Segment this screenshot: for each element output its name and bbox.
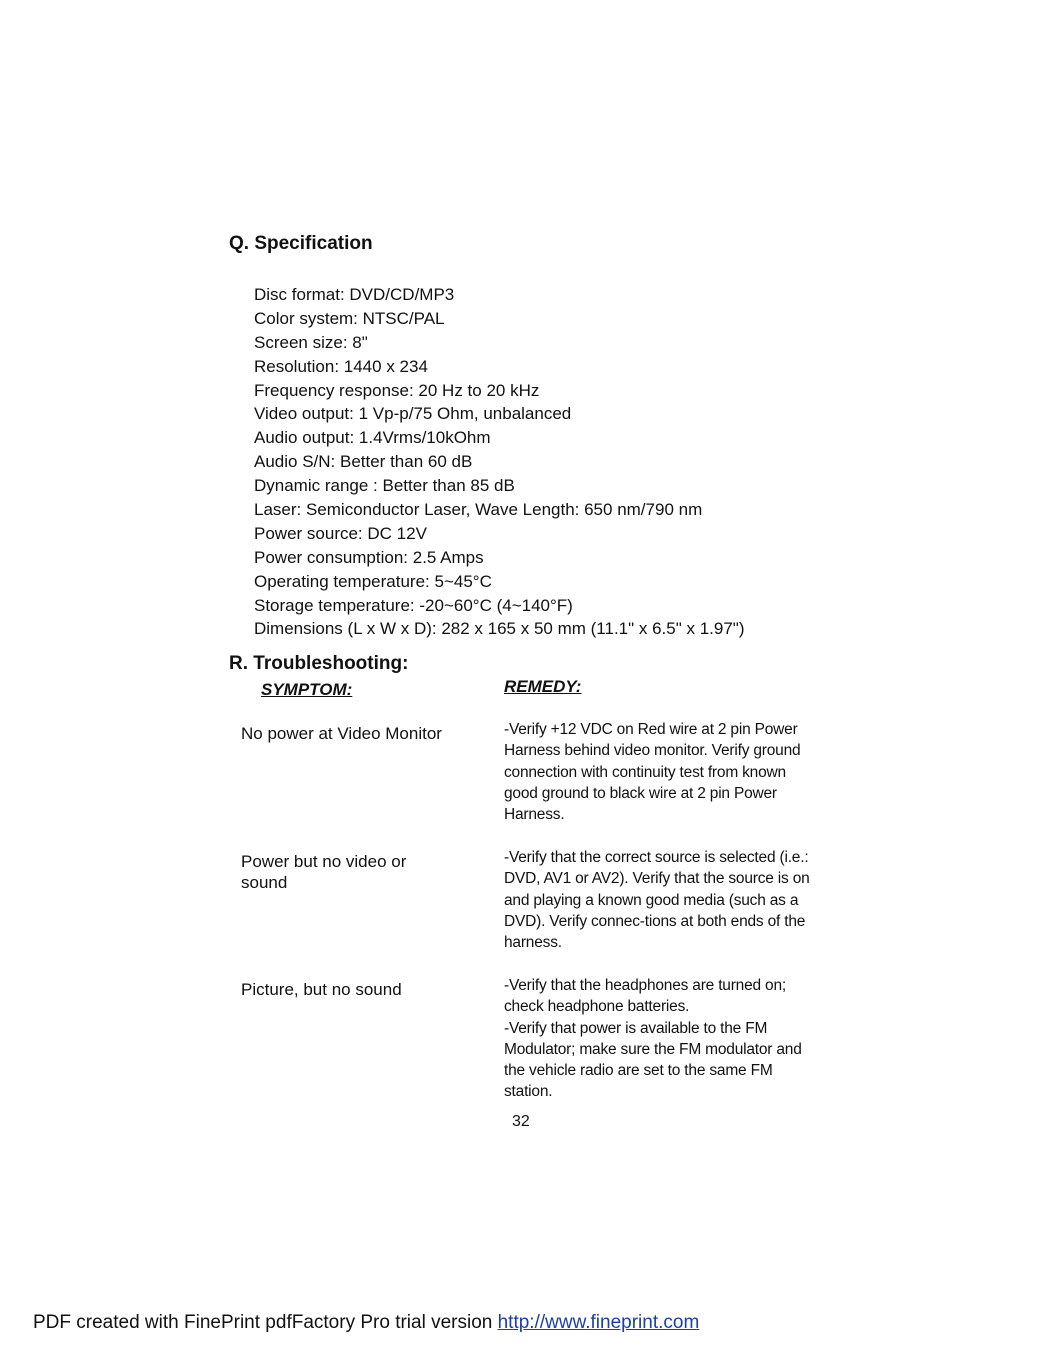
troubleshooting-heading: R. Troubleshooting: <box>229 653 409 674</box>
remedy-no-power: -Verify +12 VDC on Red wire at 2 pin Power Harness behind video monitor. Verify ground connection with continuity test from known good ground to black wire at 2 pin Power Harness. <box>504 721 801 824</box>
spec-item-audio-sn: Audio S/N: Better than 60 dB <box>254 452 473 472</box>
remedy-power-no-video: -Verify that the correct source is selected (i.e.: DVD, AV1 or AV2). Verify that the source is on and playing a known good media (such as a DVD). Verify connec-tions at both ends of the harness. <box>504 849 810 952</box>
spec-item-dynamic-range: Dynamic range : Better than 85 dB <box>254 476 515 496</box>
spec-item-operating-temperature: Operating temperature: 5~45°C <box>254 571 492 591</box>
spec-item-screen-size: Screen size: 8" <box>254 332 368 352</box>
spec-item-disc-format: Disc format: DVD/CD/MP3 <box>254 285 455 304</box>
pdf-footer <box>33 1312 699 1334</box>
remedy-fm-modulator: -Verify that power is available to the FM Modulator; make sure the FM modulator and the vehicle radio are set to the same FM station. <box>504 1019 802 1101</box>
page-number: 32 <box>512 1113 530 1130</box>
remedy-picture-no-sound <box>504 975 822 1103</box>
spec-item-video-output: Video output: 1 Vp-p/75 Ohm, unbalanced <box>254 404 572 424</box>
footer-text: PDF created with FinePrint pdfFactory Pro trial version <box>33 1312 498 1333</box>
remedy-column-header: REMEDY: <box>504 677 582 696</box>
spec-item-frequency-response: Frequency response: 20 Hz to 20 kHz <box>254 380 540 400</box>
spec-item-power-consumption: Power consumption: 2.5 Amps <box>254 547 484 567</box>
symptom-column-header: SYMPTOM: <box>261 680 353 699</box>
symptom-picture-no-sound: Picture, but no sound <box>241 980 402 999</box>
remedy-headphones: -Verify that the headphones are turned on; check headphone batteries. <box>504 977 786 1016</box>
spec-item-color-system: Color system: NTSC/PAL <box>254 308 445 328</box>
spec-item-power-source: Power source: DC 12V <box>254 523 427 543</box>
spec-item-audio-output: Audio output: 1.4Vrms/10kOhm <box>254 428 491 448</box>
spec-item-dimensions: Dimensions (L x W x D): 282 x 165 x 50 mm (11.1" x 6.5" x 1.97") <box>254 619 745 639</box>
symptom-power-no-video: Power but no video or sound <box>241 852 407 892</box>
spec-list <box>254 283 745 641</box>
spec-item-laser: Laser: Semiconductor Laser, Wave Length: 650 nm/790 nm <box>254 500 703 520</box>
spec-heading: Q. Specification <box>229 233 373 254</box>
symptom-no-power: No power at Video Monitor <box>241 724 442 743</box>
spec-item-resolution: Resolution: 1440 x 234 <box>254 356 428 376</box>
fineprint-link[interactable]: http://www.fineprint.com <box>497 1312 700 1333</box>
spec-item-storage-temperature: Storage temperature: -20~60°C (4~140°F) <box>254 595 573 615</box>
